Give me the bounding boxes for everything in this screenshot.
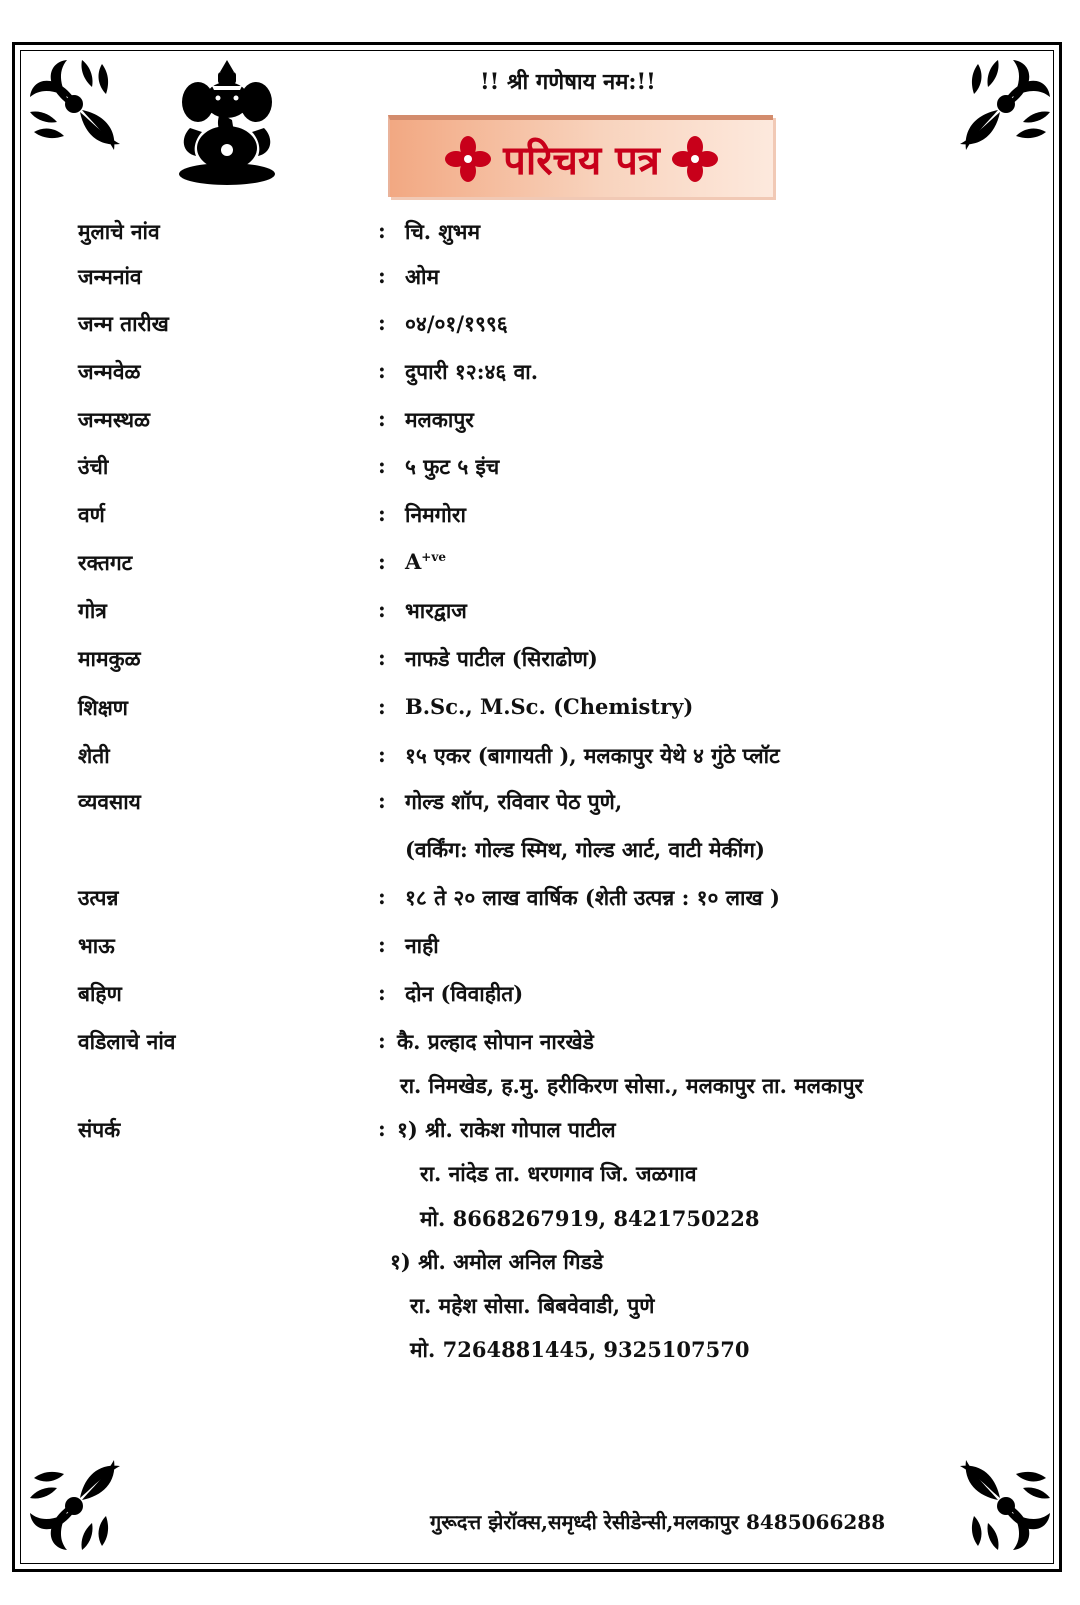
field-label-maternal-family: मामकुळ [78, 646, 141, 671]
field-value-father: कै. प्रल्हाद सोपान नारखेडे [397, 1029, 594, 1054]
colon: : [378, 1116, 386, 1141]
colon: : [378, 645, 386, 670]
field-value-gotra: भारद्वाज [405, 598, 467, 623]
colon: : [378, 597, 386, 622]
colon: : [378, 501, 386, 526]
colon: : [378, 406, 386, 431]
field-value-sister: दोन (विवाहीत) [405, 981, 524, 1006]
contact-2-address: रा. महेश सोसा. बिबवेवाडी, पुणे [410, 1293, 655, 1318]
field-label-birth-place: जन्मस्थळ [78, 407, 150, 432]
field-value-complexion: निमगोरा [405, 502, 466, 527]
field-label-complexion: वर्ण [78, 502, 105, 527]
field-value-maternal-family: नाफडे पाटील (सिराढोण) [405, 646, 598, 671]
blood-group-letter: A [405, 549, 422, 574]
corner-ornament-icon [22, 1448, 132, 1558]
field-label-gotra: गोत्र [78, 598, 107, 623]
contact-1-address: रा. नांदेड ता. धरणगाव जि. जळगाव [420, 1161, 697, 1186]
field-value-business-detail: (वर्किंग: गोल्ड स्मिथ, गोल्ड आर्ट, वाटी मेकींग) [405, 837, 765, 862]
field-value-name: चि. शुभम [405, 219, 480, 244]
contact-1-name: १) श्री. राकेश गोपाल पाटील [397, 1117, 616, 1142]
colon: : [378, 358, 386, 383]
contact-1-phone: मो. 8668267919, 8421750228 [420, 1206, 760, 1231]
field-value-birth-date: ०४/०१/१९९६ [405, 311, 508, 336]
colon: : [378, 310, 386, 335]
field-label-birth-name: जन्मनांव [78, 264, 142, 289]
footer-text: गुरूदत्त झेरॉक्स,समृध्दी रेसीडेन्सी,मलकापुर 8485066288 [430, 1510, 886, 1534]
colon: : [378, 549, 386, 574]
corner-ornament-icon [948, 1448, 1058, 1558]
flower-icon [672, 136, 718, 182]
field-label-sister: बहिण [78, 981, 122, 1006]
colon: : [378, 980, 386, 1005]
field-label-father: वडिलाचे नांव [78, 1029, 176, 1054]
field-label-education: शिक्षण [78, 695, 128, 720]
colon: : [378, 218, 386, 243]
corner-ornament-icon [948, 52, 1058, 162]
flower-icon [445, 136, 491, 182]
colon: : [378, 263, 386, 288]
contact-2-phone: मो. 7264881445, 9325107570 [410, 1337, 750, 1362]
field-label-name: मुलाचे नांव [78, 219, 160, 244]
field-label-birth-date: जन्म तारीख [78, 311, 169, 336]
field-value-father-address: रा. निमखेड, ह.मु. हरीकिरण सोसा., मलकापुर ता. मलकापुर [400, 1073, 864, 1098]
colon: : [378, 1028, 386, 1053]
field-label-brother: भाऊ [78, 933, 115, 958]
colon: : [378, 884, 386, 909]
ganesh-icon [172, 58, 282, 186]
blood-group-sup: +ve [421, 550, 446, 564]
field-label-income: उत्पन्न [78, 885, 119, 910]
field-value-birth-place: मलकापुर [405, 407, 474, 432]
page-title: परिचय पत्र [503, 137, 660, 184]
field-label-birth-time: जन्मवेळ [78, 359, 141, 384]
contact-2-name: १) श्री. अमोल अनिल गिडडे [390, 1249, 604, 1274]
field-label-farm: शेती [78, 743, 110, 768]
corner-ornament-icon [22, 52, 132, 162]
field-value-blood-group [405, 549, 446, 574]
field-value-birth-name: ओम [405, 264, 440, 289]
field-value-income: १८ ते २० लाख वार्षिक (शेती उत्पन्न : १० लाख ) [405, 885, 780, 910]
field-value-birth-time: दुपारी १२:४६ वा. [405, 359, 539, 384]
colon: : [378, 788, 386, 813]
title-banner [388, 115, 773, 197]
colon: : [378, 453, 386, 478]
field-label-contact: संपर्क [78, 1117, 121, 1142]
field-label-height: उंची [78, 454, 109, 479]
colon: : [378, 694, 386, 719]
colon: : [378, 742, 386, 767]
field-value-farm: १५ एकर (बागायती ), मलकापुर येथे ४ गुंठे प्लॉट [405, 743, 780, 768]
colon: : [378, 932, 386, 957]
field-label-business: व्यवसाय [78, 789, 141, 814]
field-value-education: B.Sc., M.Sc. (Chemistry) [405, 694, 694, 719]
field-value-brother: नाही [405, 933, 439, 958]
field-value-business: गोल्ड शॉप, रविवार पेठ पुणे, [405, 789, 623, 814]
field-value-height: ५ फुट ५ इंच [405, 454, 500, 479]
field-label-blood-group: रक्तगट [78, 550, 133, 575]
invocation-text: !! श्री गणेषाय नम:!! [480, 69, 656, 95]
